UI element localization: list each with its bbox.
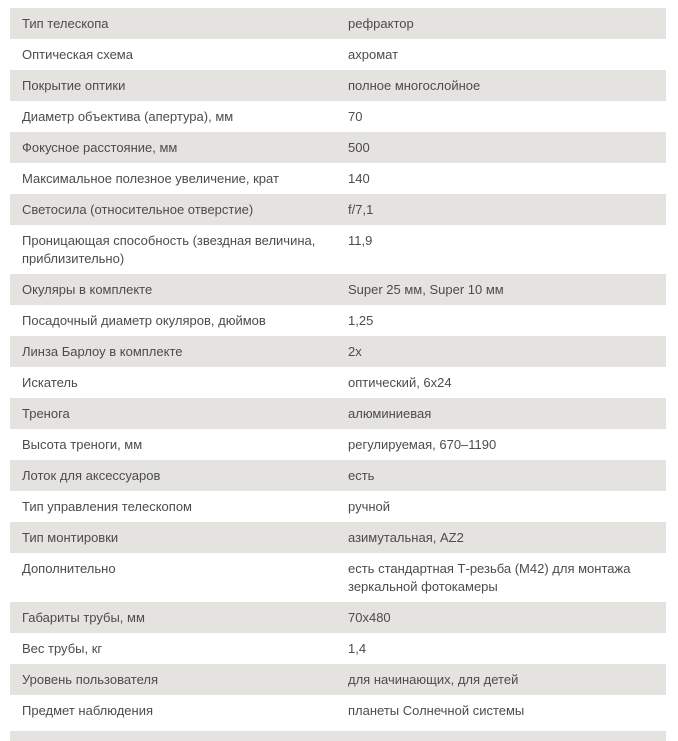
spec-label: Вес трубы, кг <box>22 640 103 656</box>
spec-row <box>10 39 666 70</box>
spec-label: Светосила (относительное отверстие) <box>22 201 254 217</box>
spec-row <box>10 8 666 39</box>
spec-value: f/7,1 <box>348 201 374 217</box>
spec-label: Покрытие оптики <box>22 77 126 93</box>
spec-label: Проницающая способность (звездная величина, приблизительно) <box>22 232 316 266</box>
spec-row <box>10 491 666 522</box>
spec-row <box>10 101 666 132</box>
spec-row <box>10 70 666 101</box>
spec-row <box>10 132 666 163</box>
spec-row <box>10 695 666 726</box>
spec-row <box>10 522 666 553</box>
spec-row <box>10 225 666 274</box>
spec-value: 70x480 <box>348 609 391 625</box>
spec-row <box>10 553 666 602</box>
spec-label: Линза Барлоу в комплекте <box>22 343 183 359</box>
spec-label: Высота треноги, мм <box>22 436 143 452</box>
spec-value: полное многослойное <box>348 77 481 93</box>
spec-value: оптический, 6x24 <box>348 374 452 390</box>
spec-value: 1,25 <box>348 312 374 328</box>
spec-row <box>10 429 666 460</box>
spec-row <box>10 194 666 225</box>
spec-label: Уровень пользователя <box>22 671 159 687</box>
spec-row <box>10 460 666 491</box>
spec-label: Оптическая схема <box>22 46 133 62</box>
spec-label: Дополнительно <box>22 560 116 576</box>
spec-label: Диаметр объектива (апертура), мм <box>22 108 234 124</box>
spec-value: есть <box>348 467 375 483</box>
spec-label: Тип монтировки <box>22 529 119 545</box>
spec-value: есть стандартная Т-резьба (М42) для монтажа зеркальной фотокамеры <box>348 560 631 594</box>
spec-value: 140 <box>348 170 370 186</box>
spec-row <box>10 367 666 398</box>
spec-value: Super 25 мм, Super 10 мм <box>348 281 504 297</box>
spec-label: Тренога <box>22 405 70 421</box>
spec-value: 70 <box>348 108 363 124</box>
spec-table <box>10 8 666 726</box>
spec-value: 1,4 <box>348 640 367 656</box>
spec-row <box>10 602 666 633</box>
spec-label: Искатель <box>22 374 78 390</box>
spec-value: 11,9 <box>348 232 373 248</box>
spec-row <box>10 274 666 305</box>
spec-label: Габариты трубы, мм <box>22 609 145 625</box>
spec-label: Тип управления телескопом <box>22 498 192 514</box>
spec-value: регулируемая, 670–1190 <box>348 436 497 452</box>
spec-label: Тип телескопа <box>22 15 109 31</box>
spec-label: Посадочный диаметр окуляров, дюймов <box>22 312 266 328</box>
spec-row <box>10 398 666 429</box>
spec-row <box>10 163 666 194</box>
spec-row <box>10 305 666 336</box>
spec-row <box>10 633 666 664</box>
spec-value: 2x <box>348 343 362 359</box>
spec-value: ахромат <box>348 46 399 62</box>
spec-label: Лоток для аксессуаров <box>22 467 161 483</box>
spec-label: Предмет наблюдения <box>22 702 154 718</box>
spec-label: Фокусное расстояние, мм <box>22 139 178 155</box>
spec-value: ручной <box>348 498 391 514</box>
spec-label: Максимальное полезное увеличение, крат <box>22 170 279 186</box>
spec-value: для начинающих, для детей <box>348 671 519 687</box>
spec-value: азимутальная, AZ2 <box>348 529 464 545</box>
spec-label: Окуляры в комплекте <box>22 281 153 297</box>
spec-value: 500 <box>348 139 370 155</box>
next-row-partial-strip <box>10 731 666 741</box>
spec-row <box>10 336 666 367</box>
spec-value: рефрактор <box>348 15 414 31</box>
spec-value: планеты Солнечной системы <box>348 702 525 718</box>
spec-row <box>10 664 666 695</box>
spec-value: алюминиевая <box>348 405 432 421</box>
